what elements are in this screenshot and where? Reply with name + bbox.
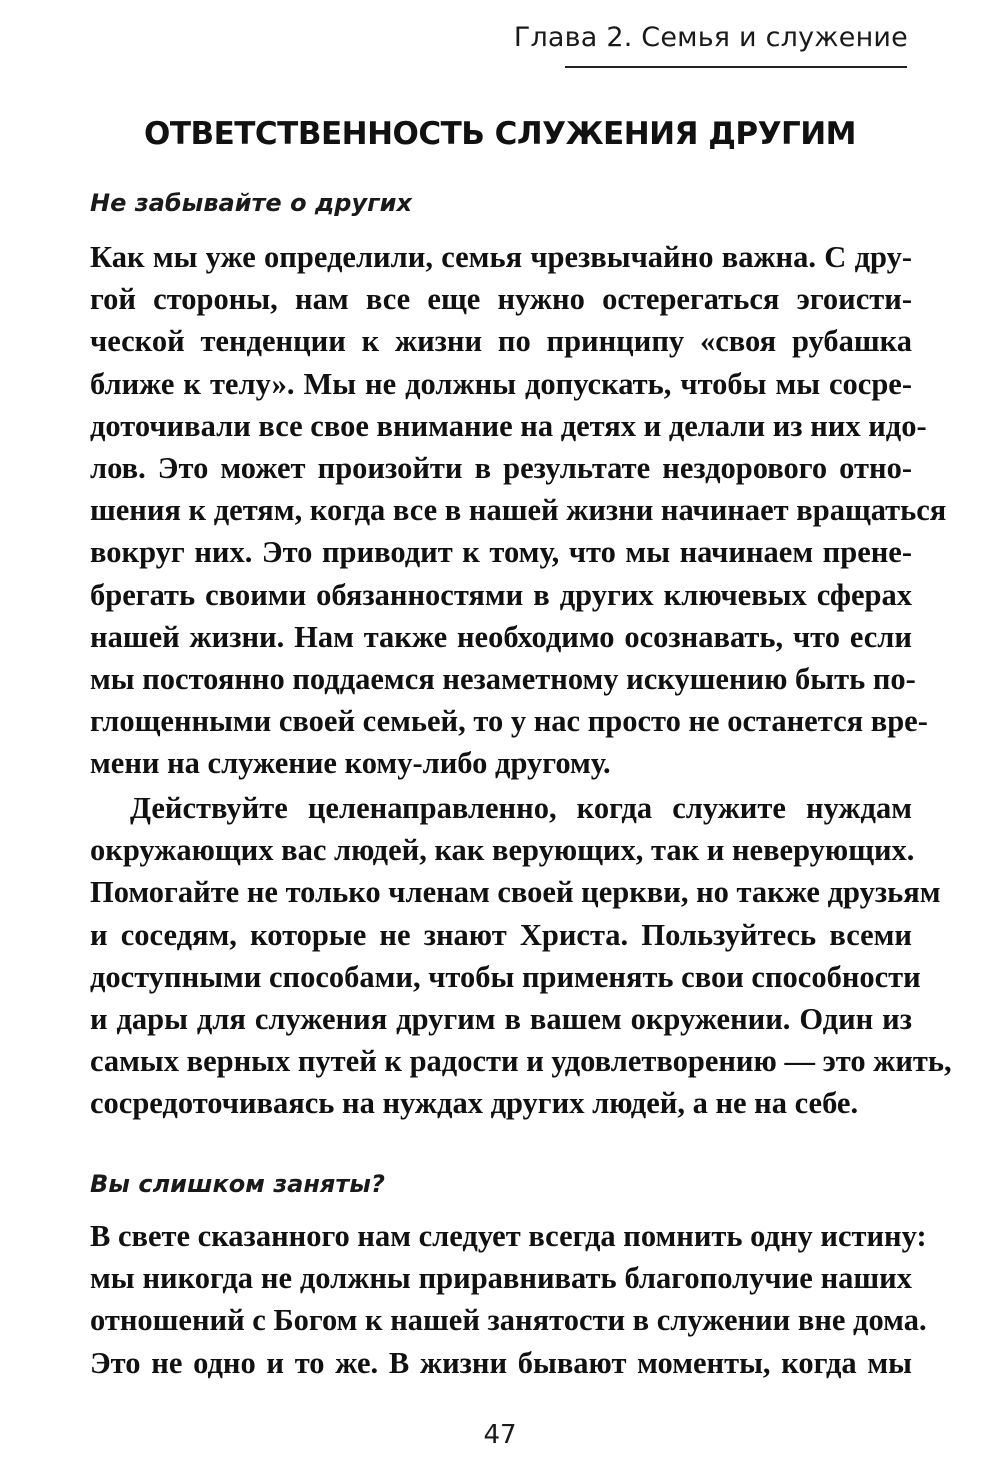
- text-line: и дары для служения другим в вашем окружении. Один из: [90, 1001, 912, 1036]
- text-line: ближе к телу». Мы не должны допускать, чтобы мы сосре-: [90, 366, 912, 401]
- text-line: ческой тенденции к жизни по принципу «своя рубашка: [90, 324, 912, 359]
- text-line: самых верных путей к радости и удовлетворению — это жить,: [90, 1044, 952, 1079]
- text-line: доточивали все свое внимание на детях и делали из них идо-: [90, 408, 927, 443]
- text-line: мы никогда не должны приравнивать благополучие наших: [90, 1261, 912, 1296]
- text-line: Помогайте не только членам своей церкви, но также друзьям: [90, 875, 941, 910]
- text-line: нашей жизни. Нам также необходимо осознавать, что если: [90, 619, 912, 654]
- section-title: ОТВЕТСТВЕННОСТЬ СЛУЖЕНИЯ ДРУГИМ: [143, 116, 857, 152]
- text-line: отношений с Богом к нашей занятости в служении вне дома.: [90, 1303, 927, 1338]
- text-line: Это не одно и то же. В жизни бывают моменты, когда мы: [90, 1345, 912, 1380]
- text-line: мы постоянно поддаемся незаметному искушению быть по-: [90, 661, 916, 696]
- text-line: окружающих вас людей, как верующих, так и неверующих.: [90, 833, 915, 868]
- text-line: мени на служение кому-либо другому.: [90, 746, 611, 781]
- page-number: 47: [483, 1420, 517, 1450]
- text-line: В свете сказанного нам следует всегда помнить одну истину:: [90, 1219, 927, 1253]
- subheading-too-busy: Вы слишком заняты?: [90, 1170, 385, 1198]
- paragraph-2: [90, 787, 952, 1125]
- text-line: сосредоточиваясь на нуждах других людей, а не на себе.: [90, 1086, 859, 1121]
- text-line: доступными способами, чтобы применять свои способности: [90, 959, 921, 994]
- text-line: лов. Это может произойти в результате нездорового отно-: [90, 450, 912, 485]
- paragraph-3: [90, 1215, 927, 1384]
- header-rule: [565, 66, 907, 68]
- subheading-dont-forget-others: Не забывайте о других: [90, 189, 412, 217]
- paragraph-1: [90, 236, 947, 784]
- text-line: Как мы уже определили, семья чрезвычайно важна. С дру-: [90, 240, 912, 274]
- text-line: шения к детям, когда все в нашей жизни начинает вращаться: [90, 493, 947, 528]
- text-line: глощенными своей семьей, то у нас просто не останется вре-: [90, 704, 928, 739]
- text-line: вокруг них. Это приводит к тому, что мы начинаем прене-: [90, 535, 912, 570]
- text-line: брегать своими обязанностями в других ключевых сферах: [90, 577, 912, 612]
- running-head: Глава 2. Семья и служение: [513, 22, 908, 53]
- text-line: и соседям, которые не знают Христа. Пользуйтесь всеми: [90, 917, 912, 952]
- text-line: гой стороны, нам все еще нужно остерегаться эгоисти-: [90, 282, 912, 317]
- text-line: Действуйте целенаправленно, когда служите нуждам: [130, 791, 912, 825]
